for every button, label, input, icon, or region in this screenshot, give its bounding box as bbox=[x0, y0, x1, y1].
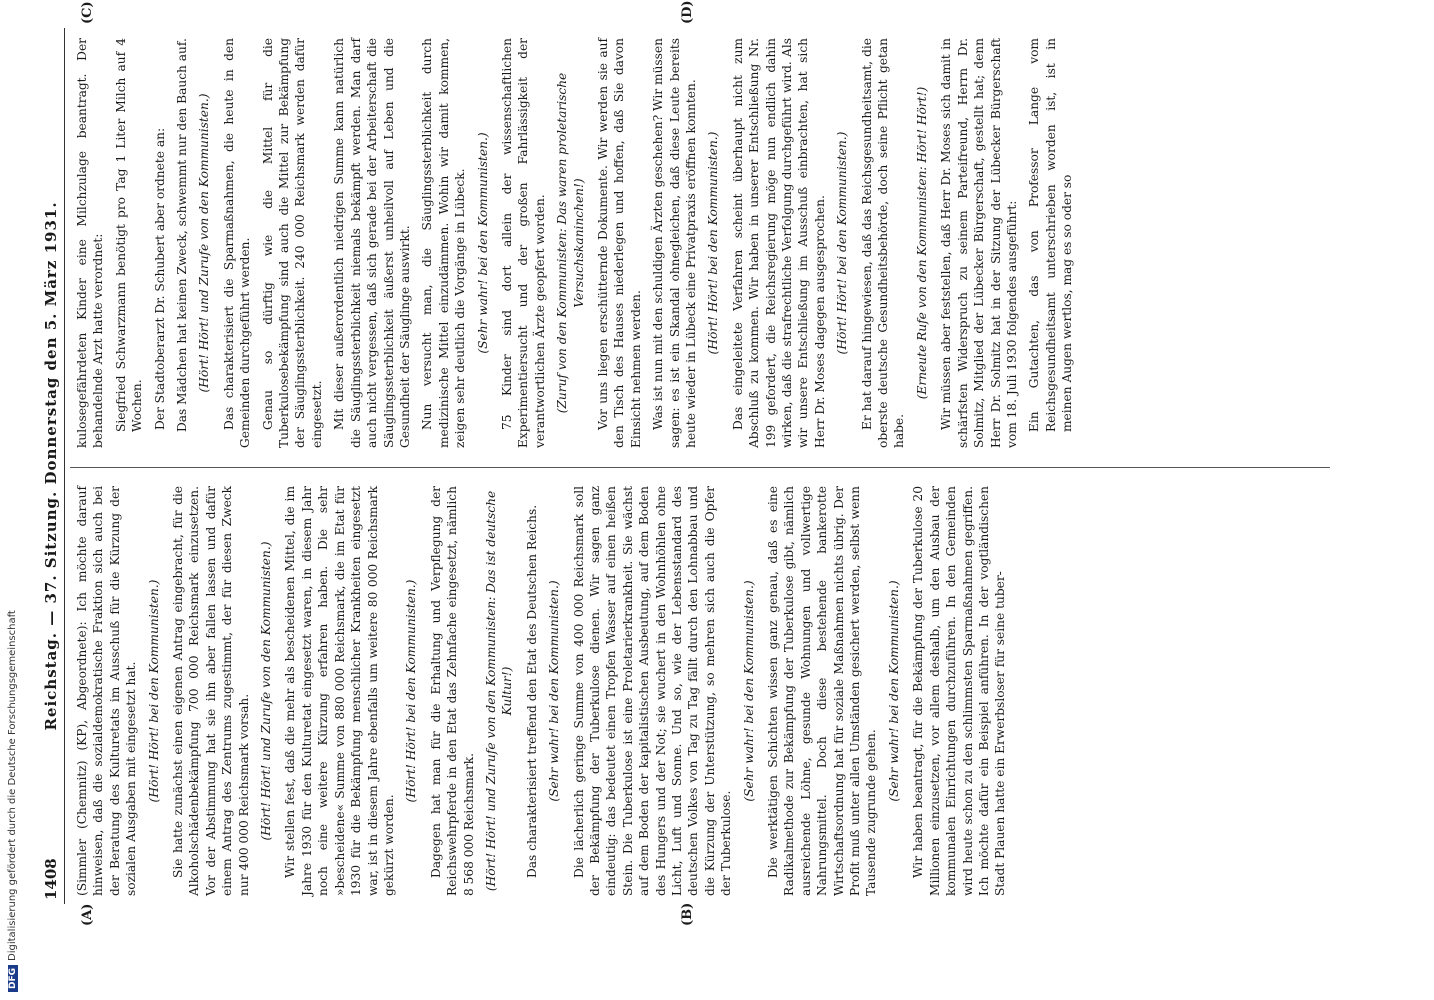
credit-text: Digitalisierung gefördert durch die Deutsche Forschungsgemeinschaft bbox=[7, 610, 18, 961]
paragraph: kulosegefährdeten Kinder eine Milchzulage beantragt. Der behandelnde Arzt hatte verordnet: bbox=[75, 38, 106, 448]
interjection: (Hört! Hört! und Zurufe von den Kommunisten.) bbox=[259, 541, 274, 841]
interjection: (Sehr wahr! bei den Kommunisten.) bbox=[475, 132, 490, 354]
interjection: (Hört! Hört! bei den Kommunisten.) bbox=[146, 579, 161, 803]
page-header bbox=[40, 28, 65, 904]
right-column bbox=[74, 38, 1082, 448]
margin-mark-b: (B) bbox=[680, 902, 695, 926]
interjection: (Hört! Hört! und Zurufe von den Kommunisten.) bbox=[197, 93, 212, 393]
column-divider bbox=[70, 467, 1330, 468]
paragraph: Wir müssen aber feststellen, daß Herr Dr. Moses sich damit in schärfsten Widerspruch zu seinem Parteifreund, Herrn Dr. Solmitz, Mitglied der Lübecker Bürgerschaft, gestellt hat; denn Herr Dr. Solmitz hat in der Sitzung der Lübecker Bürgerschaft vom 18. Juli 1930 folgendes ausgeführt: bbox=[939, 38, 1019, 448]
page-number: 1408 bbox=[42, 858, 60, 900]
paragraph: (Simmler (Chemnitz) (KP), Abgeordnete): Ich möchte darauf hinweisen, daß die sozialdemokratische Fraktion sich auch bei der Beratung des Kulturetats im Ausschuß für die Kürzung der sozialen Ausgaben mit eingesetzt hat. bbox=[75, 486, 139, 896]
interjection: (Hört! Hört! bei den Kommunisten.) bbox=[404, 579, 419, 803]
margin-mark-a: (A) bbox=[80, 903, 95, 926]
paragraph: Vor uns liegen erschütternde Dokumente. Wir werden sie auf den Tisch des Hauses niederlegen und hoffen, daß Sie davon Einsicht nehmen werden. bbox=[595, 38, 643, 448]
interjection: (Sehr wahr! bei den Kommunisten.) bbox=[886, 580, 901, 802]
paragraph: 75 Kinder sind dort allein der wissenschaftlichen Experimentiersucht und der großen Fahrlässigkeit der verantwortlichen Ärzte geopfert worden. bbox=[499, 38, 547, 448]
paragraph: Wir haben beantragt, für die Bekämpfung der Tuberkulose 20 Millionen einzusetzen, vor allem deshalb, um den Ausbau der kommunalen Einrichtungen durchzuführen. In den Gemeinden wird heute schon zu den schlimmsten Sparmaßnahmen gegriffen. Ich möchte dafür ein Beispiel anführen. In der vogtländischen Stadt Plauen hatte ein Erwerbsloser für seine tuber- bbox=[911, 486, 1008, 896]
interjection: (Sehr wahr! bei den Kommunisten.) bbox=[741, 580, 756, 802]
paragraph: Er hat darauf hingewiesen, daß das Reichsgesundheitsamt, die oberste deutsche Gesundheitsbehörde, doch seine Pflicht getan habe. bbox=[859, 38, 907, 448]
quote: Ein Gutachten, das von Professor Lange vom Reichsgesundheitsamt unterschrieben worden ist, ist in meinen Augen wertlos, mag es so oder so bbox=[1027, 38, 1075, 432]
document-sheet bbox=[40, 0, 1370, 926]
margin-mark-d: (D) bbox=[680, 0, 695, 24]
interjection: (Erneute Rufe von den Kommunisten: Hört! Hört!) bbox=[914, 86, 929, 400]
interjection: (Hört! Hört! bei den Kommunisten.) bbox=[835, 131, 850, 355]
paragraph: Mit dieser außerordentlich niedrigen Summe kann natürlich die Säuglingssterblichkeit niemals bekämpft werden. Man darf auch nicht vergessen, daß sich gerade bei der Arbeiterschaft die Säuglingssterblichkeit äußerst unheilvoll auf Leben und die Gesundheit der Säuglinge auswirkt. bbox=[332, 38, 412, 448]
interjection: (Zuruf von den Kommunisten: Das waren proletarische Versuchskaninchen!) bbox=[555, 72, 586, 414]
quote: Das Mädchen hat keinen Zweck, schwemmt nur den Bauch auf. bbox=[175, 38, 190, 432]
interjection: (Sehr wahr! bei den Kommunisten.) bbox=[547, 580, 562, 802]
digitization-credit bbox=[7, 610, 18, 992]
paragraph: Sie hatte zunächst einen eigenen Antrag eingebracht, für die Alkoholschädenbekämpfung 700 000 Reichsmark einzusetzen. Vor der Abstimmung hat sie ihn aber fallen lassen und dafür einem Antrag des Zentrums zugestimmt, der für diesen Zweck nur 400 000 Reichsmark vorsah. bbox=[171, 486, 251, 896]
paragraph: Die lächerlich geringe Summe von 400 000 Reichsmark soll der Bekämpfung der Tuberkulose dienen. Wir sagen ganz eindeutig: das bedeutet einen Tropfen Wasser auf einen heißen Stein. Die Tuberkulose ist eine Proletarierkrankheit. Sie wächst auf dem Boden der kapitalistischen Ausbeutung, auf dem Boden des Hungers und der Not; sie wuchert in den Wohnhöhlen ohne Licht, Luft und Sonne. Und so, wie der Lebensstandard des deutschen Volkes von Tag zu Tag fällt durch den Lohnabbau und die Kürzung der Unterstützung, so mehren sich auch die Opfer der Tuberkulose. bbox=[571, 486, 734, 896]
paragraph: Nun versucht man, die Säuglingssterblichkeit durch medizinische Mittel einzudämmen. Wohin wir damit kommen, zeigen sehr deutlich die Vorgänge in Lübeck. bbox=[420, 38, 468, 448]
left-column bbox=[74, 486, 1015, 896]
paragraph: Die werktätigen Schichten wissen ganz genau, daß es eine Radikalmethode zur Bekämpfung der Tuberkulose gibt, nämlich ausreichende Löhne, gesunde Wohnungen und vollwertige Nahrungsmittel. Doch diese bestehende bankerotte Wirtschaftsordnung hat für soziale Maßnahmen nichts übrig. Der Profit muß unter allen Umständen gesichert werden, selbst wenn Tausende zugrunde gehen. bbox=[766, 486, 879, 896]
paragraph: Dagegen hat man für die Erhaltung und Verpflegung der Reichswehrpferde in den Etat das Zehnfache eingesetzt, nämlich 8 568 000 Reichsmark. bbox=[428, 486, 476, 896]
paragraph: Das charakterisiert treffend den Etat des Deutschen Reichs. bbox=[524, 504, 539, 878]
dfg-logo: DFG bbox=[8, 965, 18, 992]
page-title: Reichstag. — 37. Sitzung. Donnerstag den 5. März 1931. bbox=[42, 201, 60, 731]
paragraph: Was ist nun mit den schuldigen Ärzten geschehen? Wir müssen sagen: es ist ein Skandal ohnegleichen, daß diese Leute bereits heute wieder in Lübeck eine Privatpraxis eröffnen konnten. bbox=[651, 38, 698, 448]
paragraph: Das eingeleitete Verfahren scheint überhaupt nicht zum Abschluß zu kommen. Wir haben in unserer Entschließung Nr. 199 gefordert, die Reichsregierung möge nun endlich dahin wirken, daß die strafrechtliche Verfolgung durchgeführt wird. Als wir unsere Entschließung im Ausschuß einbrachten, hat sich Herr Dr. Moses dagegen ausgesprochen. bbox=[730, 38, 827, 448]
margin-mark-c: (C) bbox=[80, 1, 95, 24]
paragraph: Genau so dürftig wie die Mittel für die Tuberkulosebekämpfung sind auch die Mittel zur Bekämpfung der Säuglingssterblichkeit. 240 000 Reichsmark werden dafür eingesetzt. bbox=[260, 38, 324, 448]
interjection: (Hört! Hört! und Zurufe von den Kommunisten: Das ist deutsche Kultur!) bbox=[483, 490, 515, 892]
paragraph: Der Stadtoberarzt Dr. Schubert aber ordnete an: bbox=[152, 127, 167, 430]
paragraph: Das charakterisiert die Sparmaßnahmen, die heute in den Gemeinden durchgeführt werden. bbox=[221, 38, 253, 448]
quote: Siegfried Schwarzmann benötigt pro Tag 1 Liter Milch auf 4 Wochen. bbox=[113, 38, 145, 432]
paragraph: Wir stellen fest, daß die mehr als bescheidenen Mittel, die im Jahre 1930 für den Kulturetat eingesetzt waren, in diesem Jahr noch eine weitere Kürzung erfahren haben. Die sehr »bescheidene« Summe von 880 000 Reichsmark, die im Etat für 1930 für die Bekämpfung menschlicher Krankheiten eingesetzt war, ist in diesem Jahre ebenfalls um weitere 80 000 Reichsmark gekürzt worden. bbox=[283, 486, 396, 896]
interjection: (Hört! Hört! bei den Kommunisten.) bbox=[706, 131, 721, 355]
